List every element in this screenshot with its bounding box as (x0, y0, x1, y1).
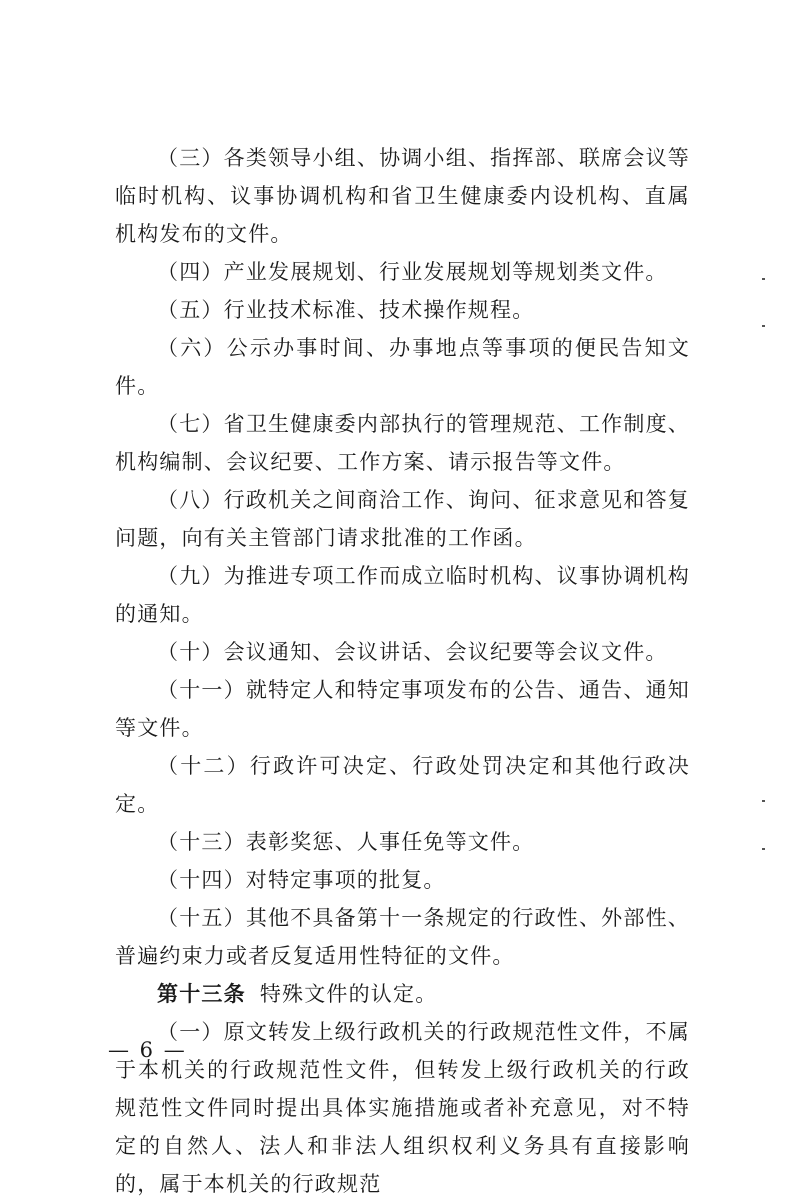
scan-mark (762, 278, 765, 280)
scan-mark (762, 800, 765, 802)
paragraph-item-4: （四）产业发展规划、行业发展规划等规划类文件。 (157, 260, 668, 284)
paragraph-item-3: （三）各类领导小组、协调小组、指挥部、联席会议等临时机构、议事协调机构和省卫生健康委内设机构、直属机构发布的文件。 (115, 146, 690, 246)
paragraph-item-14: （十四）对特定事项的批复。 (157, 868, 446, 892)
paragraph-item-11: （十一）就特定人和特定事项发布的公告、通告、通知等文件。 (115, 678, 690, 740)
paragraph-item-5: （五）行业技术标准、技术操作规程。 (157, 298, 535, 322)
article-heading: 第十三条 (157, 981, 246, 1006)
paragraph-item-13: （十三）表彰奖惩、人事任免等文件。 (157, 830, 535, 854)
document-body (115, 139, 690, 1203)
article-title: 特殊文件的认定。 (259, 982, 438, 1006)
page-number: — 6 — (108, 1038, 187, 1062)
paragraph-item-12: （十二）行政许可决定、行政处罚决定和其他行政决定。 (115, 754, 690, 816)
scan-mark (762, 848, 765, 850)
paragraph-item-6: （六）公示办事时间、办事地点等事项的便民告知文件。 (115, 336, 690, 398)
paragraph-item-7: （七）省卫生健康委内部执行的管理规范、工作制度、机构编制、会议纪要、工作方案、请示报告等文件。 (115, 412, 690, 474)
scan-mark (762, 325, 765, 327)
article-13-paragraph-1: （一）原文转发上级行政机关的行政规范性文件，不属于本机关的行政规范性文件，但转发上级行政机关的行政规范性文件同时提出具体实施措施或者补充意见，对不特定的自然人、法人和非法人组织权利义务具有直接影响的，属于本机关的行政规范 (115, 1020, 690, 1196)
paragraph-item-15: （十五）其他不具备第十一条规定的行政性、外部性、普遍约束力或者反复适用性特征的文件。 (115, 906, 690, 968)
paragraph-item-9: （九）为推进专项工作而成立临时机构、议事协调机构的通知。 (115, 564, 690, 626)
paragraph-item-8: （八）行政机关之间商洽工作、询问、征求意见和答复问题，向有关主管部门请求批准的工作函。 (115, 488, 690, 550)
paragraph-item-10: （十）会议通知、会议讲话、会议纪要等会议文件。 (157, 640, 668, 664)
article-13-line (115, 975, 690, 1013)
